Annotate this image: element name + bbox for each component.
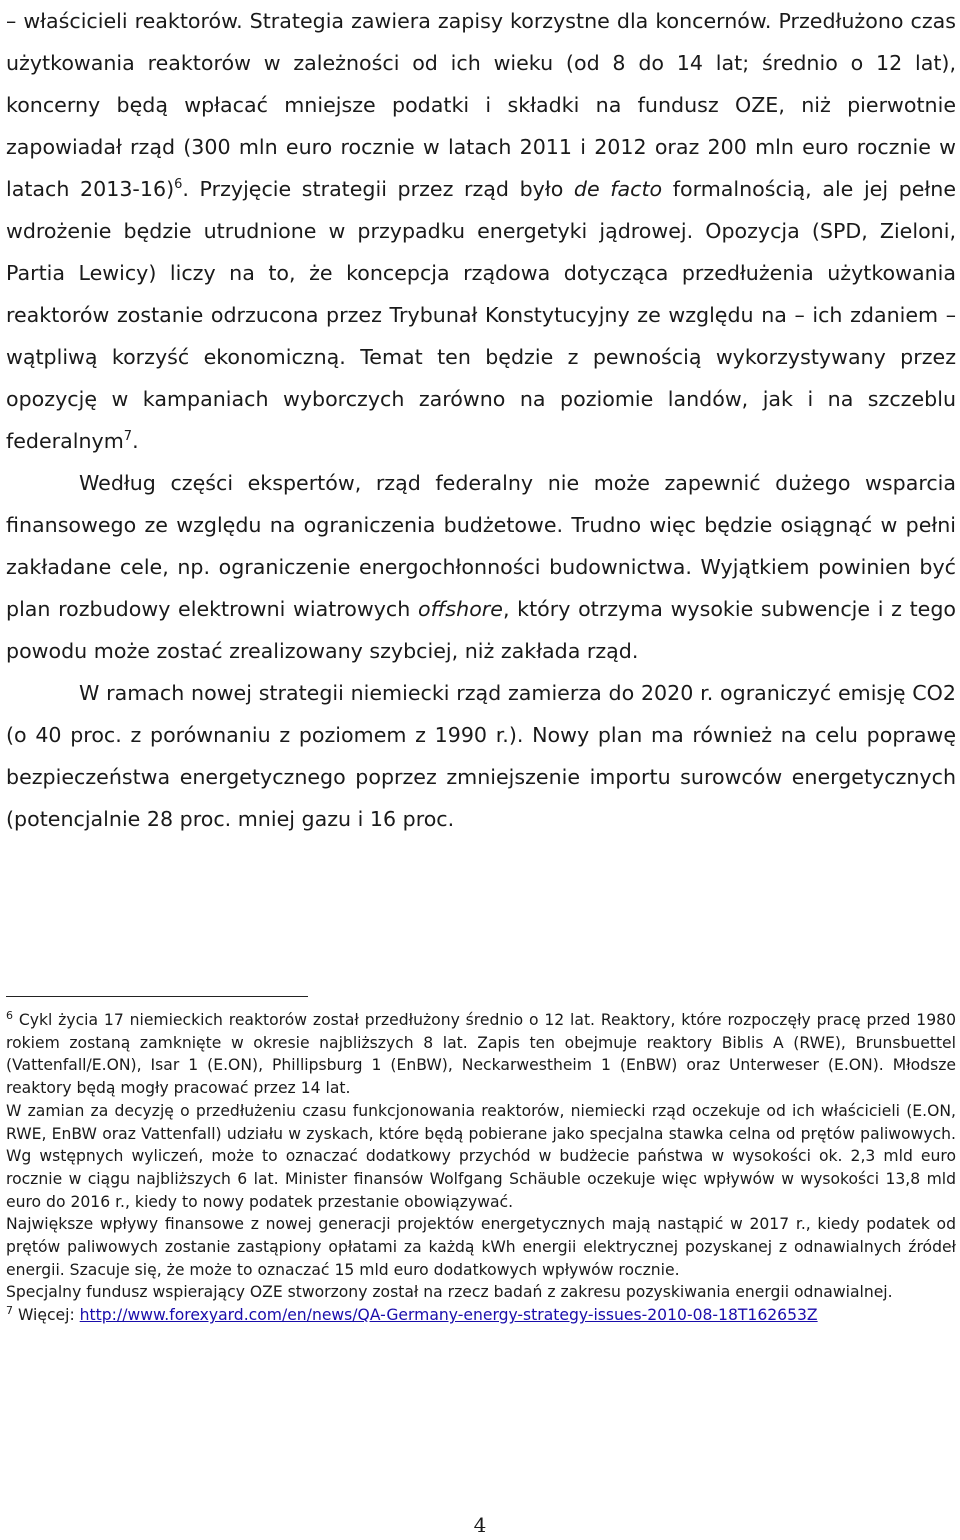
footnote-ref-7[interactable]: 7 bbox=[123, 429, 133, 445]
body-text: formalnością, ale jej pełne wdrożenie będzie utrudnione w przypadku energetyki jądrowej. Opozycja (SPD, Zieloni, Partia Lewicy) liczy na to, że koncepcja rządowa dotycząca przedłużenia użytkowania reaktorów zostanie odrzucona przez Trybunał Konstytucyjny ze względu na – ich zdaniem – wątpliwą korzyść ekonomiczną. Temat ten będzie z pewnością wykorzystywany przez opozycję w kampaniach wyborczych zarówno na poziomie landów, jak i na szczeblu federalnym bbox=[6, 177, 957, 453]
body-text: Według części ekspertów, rząd federalny nie może zapewnić dużego wsparcia finansowego ze względu na ograniczenia budżetowe. Trudno więc będzie osiągnąć w pełni zakładane cele, np. ograniczenie energochłonności budownictwa. Wyjątkiem powinien być plan rozbudowy elektrowni wiatrowych bbox=[6, 471, 956, 621]
footnote-marker: 7 bbox=[6, 1303, 13, 1317]
footnote-marker: 6 bbox=[6, 1008, 13, 1022]
body-text: . Przyjęcie strategii przez rząd było bbox=[182, 177, 574, 201]
footnote-text: Cykl życia 17 niemieckich reaktorów został przedłużony średnio o 12 lat. Reaktory, które rozpoczęły pracę przed 1980 rokiem zostaną zamknięte w okresie najbliższych 8 lat. Zapis ten obejmuje reaktory Biblis A (RWE), Brunsbuettel (Vattenfall/E.ON), Isar 1 (E.ON), Phillipsburg 1 (EnBW), Neckarwestheim 1 (EnBW) oraz Unterweser (E.ON). Młodsze reaktory będą mogły pracować przez 14 lat. bbox=[6, 1011, 956, 1098]
main-body-text bbox=[6, 0, 956, 840]
footnote-6-continuation: Największe wpływy finansowe z nowej generacji projektów energetycznych mają nastąpić w 2017 r., kiedy podatek od prętów paliwowych zostanie zastąpiony opłatami za każdą kWh energii elektrycznej pozyskanej z odnawialnych źródeł energii. Szacuje się, że może to oznaczać 15 mld euro dodatkowych wpływów rocznie. bbox=[6, 1215, 956, 1279]
footnote-6-continuation: Specjalny fundusz wspierający OZE stworzony został na rzecz badań z zakresu pozyskiwania energii odnawialnej. bbox=[6, 1283, 893, 1302]
body-paragraph bbox=[6, 0, 956, 462]
body-text: , który otrzyma wysokie subwencje i z tego powodu może zostać zrealizowany szybciej, niż zakłada rząd. bbox=[6, 597, 956, 663]
footnote-7 bbox=[6, 1304, 956, 1327]
body-text: . bbox=[132, 429, 139, 453]
footnote-6-continuation: W zamian za decyzję o przedłużeniu czasu funkcjonowania reaktorów, niemiecki rząd oczekuje od ich właścicieli (E.ON, RWE, EnBW oraz Vattenfall) udziału w zyskach, które będą pobierane jako specjalna stawka celna od prętów paliwowych. Wg wstępnych wyliczeń, może to oznaczać dodatkowy przychód w budżecie państwa w wysokości ok. 2,3 mld euro rocznie w ciągu najbliższych 6 lat. Minister finansów Wolfgang Schäuble oczekuje więc wpływów w wysokości 13,8 mld euro do 2016 r., kiedy to nowy podatek przestanie obowiązywać. bbox=[6, 1101, 956, 1211]
footnote-ref-6[interactable]: 6 bbox=[174, 177, 183, 193]
footnote-link[interactable]: http://www.forexyard.com/en/news/QA-Germany-energy-strategy-issues-2010-08-18T162653Z bbox=[79, 1306, 818, 1325]
footnote-separator bbox=[6, 996, 308, 997]
page-number: 4 bbox=[473, 1513, 487, 1537]
footnotes-section bbox=[6, 1009, 956, 1327]
body-text: – właścicieli reaktorów. Strategia zawiera zapisy korzystne dla koncernów. Przedłużono czas użytkowania reaktorów w zależności od ich wieku (od 8 do 14 lat; średnio o 12 lat), koncerny będą wpłacać mniejsze podatki i składki na fundusz OZE, niż pierwotnie zapowiadał rząd (300 mln euro rocznie w latach 2011 i 2012 oraz 200 mln euro rocznie w latach 2013-16) bbox=[6, 9, 956, 201]
italic-term: offshore bbox=[417, 597, 503, 621]
body-paragraph bbox=[6, 462, 956, 672]
footnote-6 bbox=[6, 1009, 956, 1100]
italic-term: de facto bbox=[573, 177, 663, 201]
footnote-text: Więcej: bbox=[13, 1306, 80, 1325]
body-paragraph bbox=[6, 672, 956, 840]
body-text: W ramach nowej strategii niemiecki rząd zamierza do 2020 r. ograniczyć emisję CO2 (o 40 proc. z porównaniu z poziomem z 1990 r.). Nowy plan ma również na celu poprawę bezpieczeństwa energetycznego poprzez zmniejszenie importu surowców energetycznych (potencjalnie 28 proc. mniej gazu i 16 proc. bbox=[6, 681, 956, 831]
page-content bbox=[6, 0, 956, 840]
